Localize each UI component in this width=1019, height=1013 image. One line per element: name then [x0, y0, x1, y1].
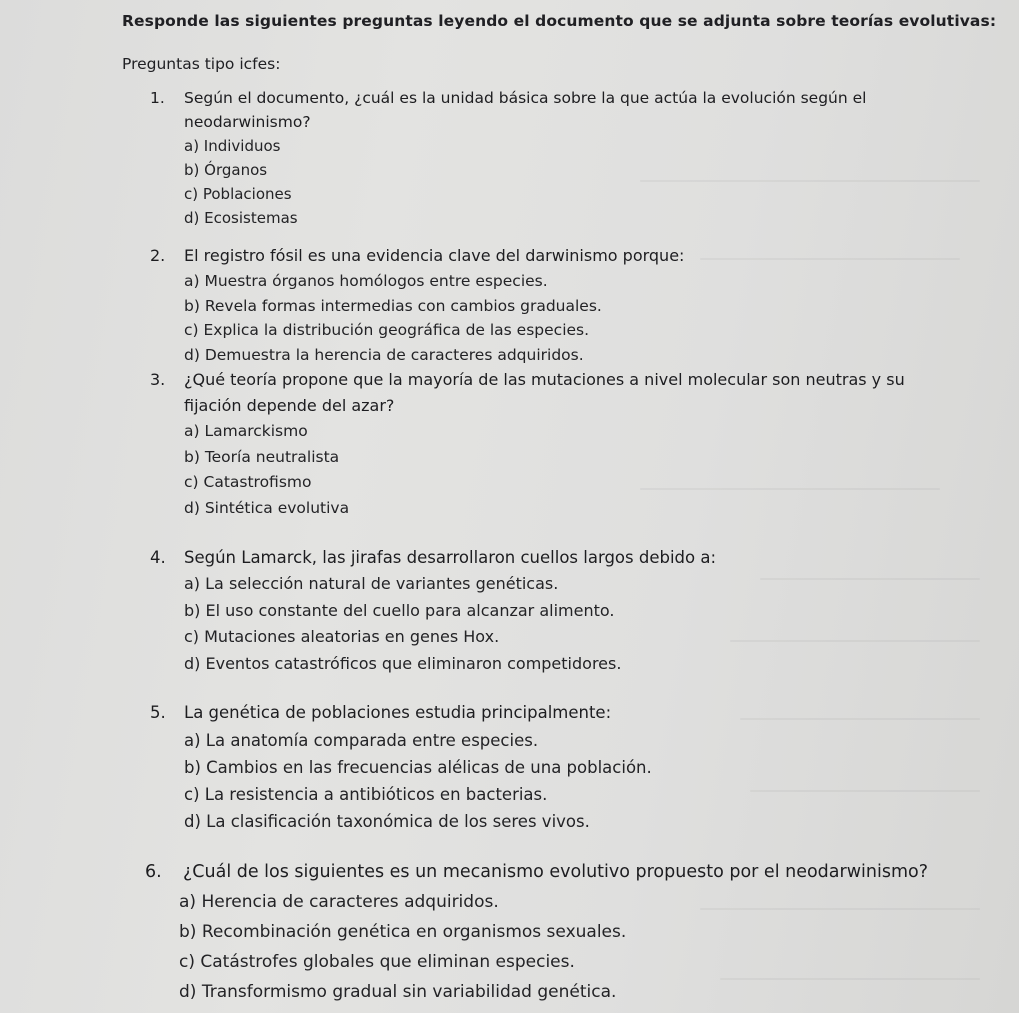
- question-number: 2.: [150, 246, 166, 265]
- question-text: [150, 243, 890, 269]
- question-6: [145, 858, 995, 1007]
- question-body: Según Lamarck, las jirafas desarrollaron cuellos largos debido a:: [184, 548, 717, 567]
- question-number: 6.: [145, 862, 162, 882]
- option-a: a) Herencia de caracteres adquiridos.: [179, 892, 499, 912]
- question-text: [150, 86, 890, 134]
- option-list: [184, 727, 910, 835]
- question-text: [150, 699, 910, 727]
- document-header: Responde las siguientes preguntas leyendo el documento que se adjunta sobre teorías evolutivas:: [122, 12, 997, 30]
- question-number: 1.: [150, 89, 165, 107]
- option-b: b) Recombinación genética en organismos sexuales.: [179, 922, 627, 942]
- question-body: Según el documento, ¿cuál es la unidad básica sobre la que actúa la evolución según el neodarwinismo?: [184, 89, 867, 131]
- question-body: ¿Qué teoría propone que la mayoría de las mutaciones a nivel molecular son neutras y su fijación depende del azar?: [184, 370, 905, 415]
- option-d: d) Ecosistemas: [184, 209, 298, 227]
- option-b: b) Revela formas intermedias con cambios graduales.: [184, 296, 602, 315]
- option-d: d) Eventos catastróficos que eliminaron competidores.: [184, 653, 622, 673]
- question-text: [150, 544, 910, 571]
- option-c: c) Explica la distribución geográfica de las especies.: [184, 321, 590, 339]
- option-c: c) Catástrofes globales que eliminan especies.: [179, 952, 575, 972]
- option-c: c) La resistencia a antibióticos en bacterias.: [184, 785, 548, 804]
- option-b: b) Cambios en las frecuencias alélicas de una población.: [184, 758, 652, 777]
- option-b: b) Órganos: [184, 161, 268, 179]
- option-list: [184, 269, 890, 367]
- option-list: [179, 887, 995, 1007]
- option-a: a) Muestra órganos homólogos entre especies.: [184, 272, 548, 290]
- question-body: ¿Cuál de los siguientes es un mecanismo evolutivo propuesto por el neodarwinismo?: [183, 862, 928, 882]
- option-a: a) La anatomía comparada entre especies.: [184, 731, 539, 750]
- option-d: d) Transformismo gradual sin variabilidad genética.: [179, 982, 617, 1002]
- option-d: d) La clasificación taxonómica de los seres vivos.: [184, 812, 590, 831]
- option-a: a) Individuos: [184, 137, 281, 155]
- option-list: [184, 134, 890, 230]
- question-4: [150, 544, 910, 677]
- question-2: [150, 243, 890, 367]
- question-number: 5.: [150, 703, 166, 722]
- option-c: c) Mutaciones aleatorias en genes Hox.: [184, 627, 500, 646]
- question-body: El registro fósil es una evidencia clave del darwinismo porque:: [184, 246, 685, 265]
- question-number: 4.: [150, 548, 166, 567]
- option-d: d) Sintética evolutiva: [184, 498, 350, 517]
- option-c: c) Catastrofismo: [184, 473, 312, 491]
- option-b: b) Teoría neutralista: [184, 447, 340, 466]
- question-text: [145, 858, 995, 887]
- option-a: a) Lamarckismo: [184, 422, 308, 440]
- document-subheader: Preguntas tipo icfes:: [122, 55, 281, 73]
- question-1: [150, 86, 890, 230]
- option-list: [184, 571, 910, 677]
- option-b: b) El uso constante del cuello para alcanzar alimento.: [184, 600, 615, 620]
- option-a: a) La selección natural de variantes genéticas.: [184, 574, 559, 593]
- question-5: [150, 699, 910, 835]
- question-body: La genética de poblaciones estudia principalmente:: [184, 703, 612, 722]
- option-c: c) Poblaciones: [184, 185, 292, 203]
- question-3: [150, 367, 940, 521]
- question-text: [150, 367, 940, 419]
- option-list: [184, 419, 940, 521]
- question-number: 3.: [150, 370, 166, 389]
- option-d: d) Demuestra la herencia de caracteres adquiridos.: [184, 345, 584, 364]
